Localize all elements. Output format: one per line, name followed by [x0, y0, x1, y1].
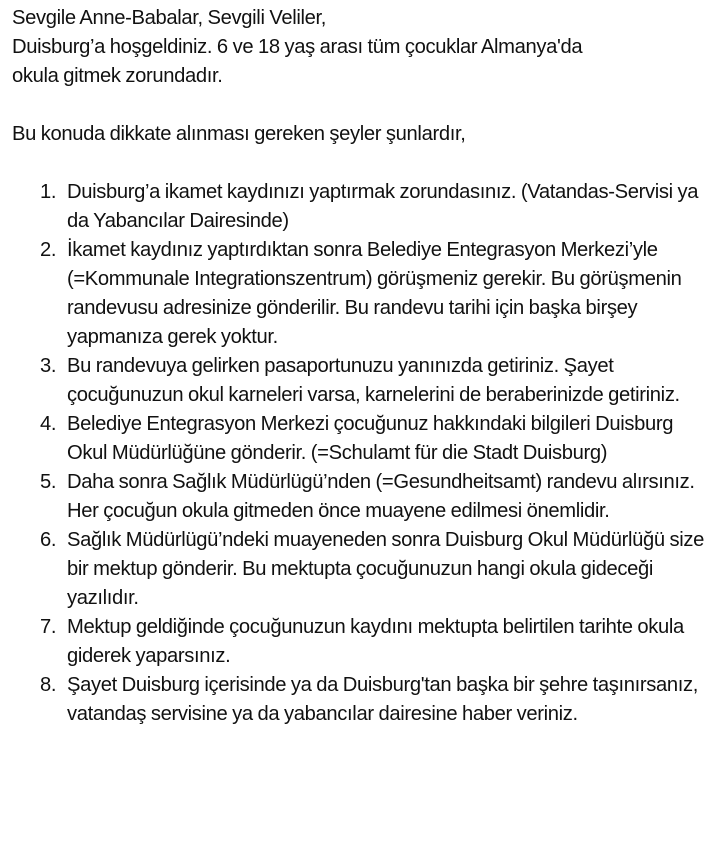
intro-paragraph: [12, 33, 728, 91]
list-item: [12, 613, 705, 671]
list-item: [12, 352, 705, 410]
list-number: 4.: [40, 413, 57, 435]
list-item-text: Daha sonra Sağlık Müdürlügü’nden (=Gesundheitsamt) randevu alırsınız. Her çocuğun okula gitmeden önce muayene edilmesi önemlidir.: [67, 471, 695, 522]
list-item: [12, 671, 705, 729]
list-item-text: Şayet Duisburg içerisinde ya da Duisburg'tan başka bir şehre taşınırsanız, vatandaş servisine ya da yabancılar dairesine haber veriniz.: [67, 674, 699, 725]
list-number: 7.: [40, 616, 57, 638]
list-number: 5.: [40, 471, 57, 493]
list-item-text: Belediye Entegrasyon Merkezi çocuğunuz hakkındaki bilgileri Duisburg Okul Müdürlüğüne gönderir. (=Schulamt für die Stadt Duisburg): [67, 413, 674, 464]
list-number: 1.: [40, 181, 57, 203]
greeting: Sevgile Anne-Babalar, Sevgili Veliler,: [12, 7, 327, 29]
intro-line-1: Duisburg’a hoşgeldiniz. 6 ve 18 yaş arası tüm çocuklar Almanya'da: [12, 36, 583, 58]
blank-line: [12, 91, 728, 120]
steps-list: [12, 178, 728, 729]
list-number: 8.: [40, 674, 57, 696]
list-item: [12, 410, 705, 468]
list-item-text: Bu randevuya gelirken pasaportunuzu yanınızda getiriniz. Şayet çocuğunuzun okul karneleri varsa, karnelerini de beraberinizde getiriniz.: [67, 355, 680, 406]
list-item: [12, 178, 705, 236]
list-item-text: Sağlık Müdürlügü’ndeki muayeneden sonra Duisburg Okul Müdürlüğü size bir mektup gönderir. Bu mektupta çocuğunuzun hangi okula gideceği yazılıdır.: [67, 529, 705, 609]
list-item-text: Mektup geldiğinde çocuğunuzun kaydını mektupta belirtilen tarihte okula giderek yaparsınız.: [67, 616, 684, 667]
intro-line-2: okula gitmek zorundadır.: [12, 65, 223, 87]
list-item: [12, 236, 705, 352]
list-item-text: İkamet kaydınız yaptırdıktan sonra Belediye Entegrasyon Merkezi’yle (=Kommunale Integrationszentrum) görüşmeniz gerekir. Bu görüşmenin randevusu adresinize gönderilir. Bu randevu tarihi için başka birşey yapmanıza gerek yoktur.: [67, 239, 682, 348]
list-number: 2.: [40, 239, 57, 261]
lead-sentence: Bu konuda dikkate alınması gereken şeyler şunlardır,: [12, 123, 466, 145]
list-number: 6.: [40, 529, 57, 551]
list-item: [12, 526, 705, 613]
list-item: [12, 468, 705, 526]
list-number: 3.: [40, 355, 57, 377]
list-item-text: Duisburg’a ikamet kaydınızı yaptırmak zorundasınız. (Vatandas-Servisi ya da Yabancılar Dairesinde): [67, 181, 699, 232]
